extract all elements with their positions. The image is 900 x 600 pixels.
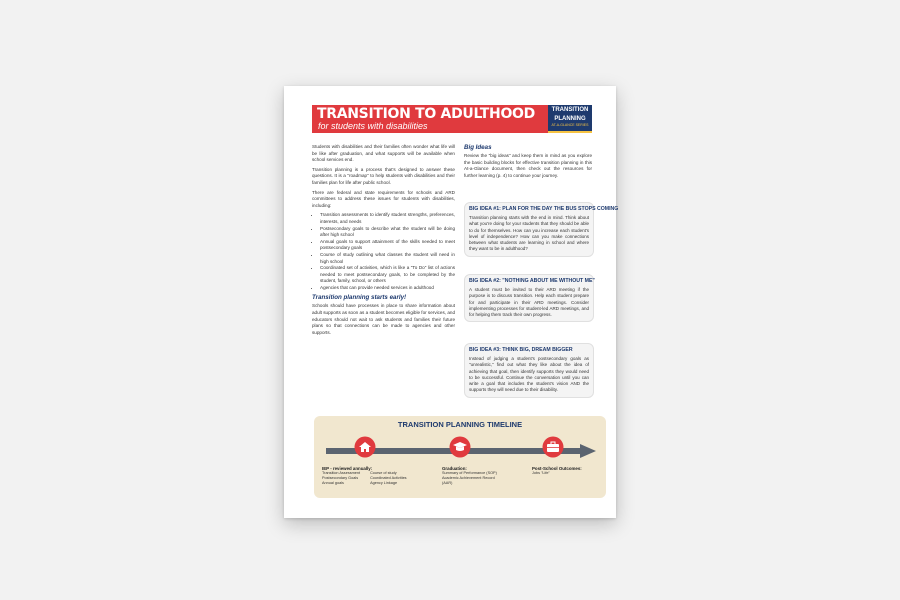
milestone-item: Summary of Performance (SOP) [442, 471, 497, 475]
milestone-graduation [442, 466, 522, 486]
big-idea-body: Instead of judging a student's postsecondary goals as "unrealistic," find out what they like about the idea of achieving that goal, then identify supports they would need to be successful. Continue the conversation until you can write a goal that includes the student's vision AND the supports they will need due to their disability. [469, 356, 589, 393]
milestone-heading: IEP - reviewed annually: [322, 466, 373, 471]
badge-line1: TRANSITION [551, 107, 589, 113]
requirements-list [312, 212, 455, 291]
milestone-item: Agency Linkage [370, 481, 398, 485]
milestone-item: Coordinated Activities [370, 476, 407, 480]
left-column [312, 144, 455, 339]
timeline-title: TRANSITION PLANNING TIMELINE [397, 420, 523, 429]
title-banner [312, 105, 592, 133]
page-title: TRANSITION TO ADULTHOOD [317, 106, 535, 122]
intro-paragraph-1: Students with disabilities and their families often wonder what life will be like after graduation, and what supports will be available when school services end. [312, 144, 455, 163]
big-ideas-heading: Big Ideas [464, 144, 492, 151]
section-heading: Transition planning starts early! [312, 294, 407, 302]
big-idea-title: BIG IDEA #3: THINK BIG, DREAM BIGGER [469, 347, 573, 353]
starts-early-paragraph: Schools should have processes in place to share information about adult supports as soon as a student becomes eligible for services, and educators should not wait to ask students and families their future plans so that connections can be made to agencies and other supports. [312, 303, 455, 335]
milestone-col [322, 471, 360, 486]
milestone-heading: Graduation: [442, 466, 467, 471]
timeline-panel [314, 416, 606, 498]
badge-line3: AT-A-GLANCE SERIES [551, 123, 589, 127]
milestone-item: Transition Assessment [322, 471, 361, 475]
briefcase-icon [542, 436, 564, 458]
graduation-cap-icon [449, 436, 471, 458]
milestone-item: Jobs "Life" [532, 471, 550, 475]
big-idea-card-2 [464, 274, 594, 322]
milestone-col [370, 471, 407, 486]
milestone-heading: Post-School Outcomes: [532, 466, 582, 471]
big-idea-card-1 [464, 202, 619, 257]
list-item: • Coordinated set of activities, which is like a "To Do" list of actions needed to meet postsecondary goals, to be completed by the student, family, school, or others [320, 265, 455, 285]
school-icon [354, 436, 376, 458]
badge-line2: PLANNING [554, 116, 586, 122]
milestone-item: Academic Achievement Record [442, 476, 495, 480]
list-item: • Postsecondary goals to describe what the student will be doing after high school [320, 226, 455, 239]
milestone-post-school [532, 466, 602, 476]
milestone-item: (AAR) [442, 481, 453, 485]
big-idea-title: BIG IDEA #1: PLAN FOR THE DAY THE BUS STOPS COMING [469, 206, 619, 212]
intro-paragraph-2: Transition planning is a process that's designed to answer these questions. It is a "roadmap" to help students with disabilities and their families plan for life after public school. [312, 166, 455, 185]
list-item: • Transition assessments to identify student strengths, preferences, interests, and needs [320, 212, 455, 225]
list-item: • Course of study outlining what classes the student will need in high school [320, 252, 455, 265]
list-item: • Annual goals to support attainment of the skills needed to meet postsecondary goals [320, 239, 455, 252]
milestone-item: Postsecondary Goals [322, 476, 359, 480]
big-idea-body: Transition planning starts with the end in mind. Think about what you're doing for your students that they should be able to do for themselves. How can you increase each student's level of independence? How can you make connections between what students are learning in school and where they want to be in adulthood? [469, 215, 589, 252]
list-item: • Agencies that can provide needed services in adulthood [320, 285, 455, 292]
milestone-iep [322, 466, 442, 486]
series-badge [548, 105, 592, 133]
document-page [284, 86, 619, 518]
milestone-item: Course of study [370, 471, 397, 475]
right-column [464, 144, 592, 182]
big-idea-card-3 [464, 343, 594, 398]
big-ideas-intro: Review the "big ideas" and keep them in mind as you explore the basic building blocks for effective transition planning in this At-a-Glance document, then check out the resources for further learning (p. 4) to continue your journey. [464, 153, 592, 178]
big-idea-body: A student must be invited to their ARD meeting if the purpose is to discuss transition. Help each student prepare for and participate in their ARD meetings. Consider implementing processes for student-led ARD meetings, and for helping them track their own progress. [469, 287, 589, 318]
badge-stripe [548, 131, 592, 133]
big-idea-title: BIG IDEA #2: "NOTHING ABOUT ME WITHOUT ME" [469, 278, 595, 284]
page-subtitle: for students with disabilities [318, 121, 428, 131]
milestone-item: Annual goals [322, 481, 344, 485]
intro-paragraph-3: There are federal and state requirements for schools and ARD committees to address these issues for students with disabilities, including: [312, 189, 455, 208]
